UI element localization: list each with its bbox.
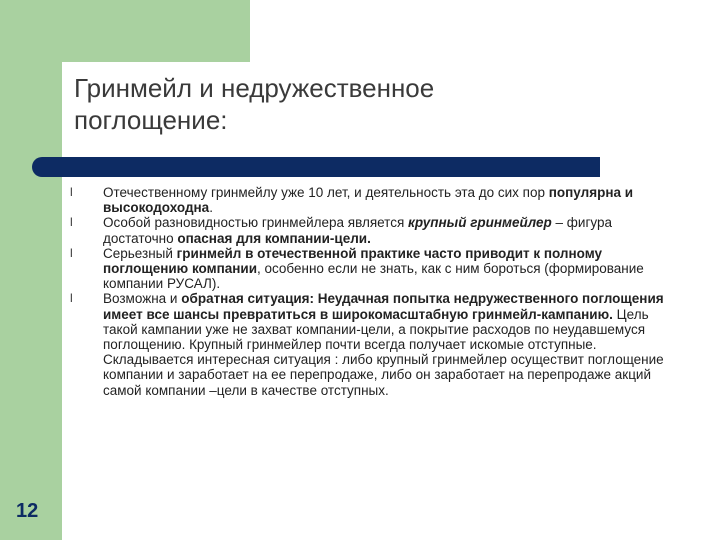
bullet-text: Возможна и bbox=[103, 291, 182, 307]
bullet-text: Цель такой кампании уже не захват компании-цели, а покрытие расходов по неудавшемуся поглощению. Крупный гринмейлер почти всегда получает искомые отступные. Складывается интересная ситуация : либо крупный гринмейлер осуществит поглощение компании и заработает на ее перепродаже, либо он заработает на перепродаже акций самой компании –цели в качестве отступных. bbox=[103, 306, 664, 398]
bullet-item bbox=[70, 215, 670, 245]
slide-title bbox=[74, 72, 634, 136]
bullet-text: обратная ситуация: Неудачная попытка недружественного поглощения имеет все шансы превратиться в широкомасштабную гринмейл-кампанию. bbox=[103, 291, 664, 322]
bullet-marker-icon: l bbox=[70, 215, 73, 230]
bullet-marker-icon: l bbox=[70, 185, 73, 199]
bullet-text: Серьезный bbox=[103, 245, 177, 261]
bullet-item bbox=[70, 291, 670, 397]
bullet-text: популярна и высокодоходна bbox=[103, 185, 634, 216]
bullet-item bbox=[70, 246, 670, 292]
bullet-item bbox=[70, 185, 670, 215]
title-divider-bar bbox=[32, 157, 600, 177]
bullet-text: – фигура достаточно bbox=[103, 215, 612, 246]
bullet-text: крупный гринмейлер bbox=[408, 215, 552, 231]
title-line-1: Гринмейл и недружественное bbox=[74, 73, 435, 103]
bullet-text: гринмейл в отечественной практике часто приводит к полному поглощению компании bbox=[103, 245, 603, 277]
bullet-text: Отечественному гринмейлу уже 10 лет, и деятельность эта до сих пор bbox=[103, 185, 549, 200]
title-line-2: поглощение: bbox=[74, 105, 228, 135]
bullet-marker-icon: l bbox=[70, 291, 73, 306]
bullet-marker-icon: l bbox=[70, 245, 73, 260]
bullet-text: опасная для компании-цели. bbox=[177, 230, 371, 246]
bullet-list bbox=[70, 185, 670, 398]
bullet-text: Особой разновидностью гринмейлера является bbox=[103, 215, 409, 231]
page-number: 12 bbox=[16, 500, 39, 522]
bullet-text: , особенно если не знать, как с ним бороться (формирование компании РУСАЛ). bbox=[103, 261, 644, 292]
bullet-text: . bbox=[209, 200, 213, 216]
